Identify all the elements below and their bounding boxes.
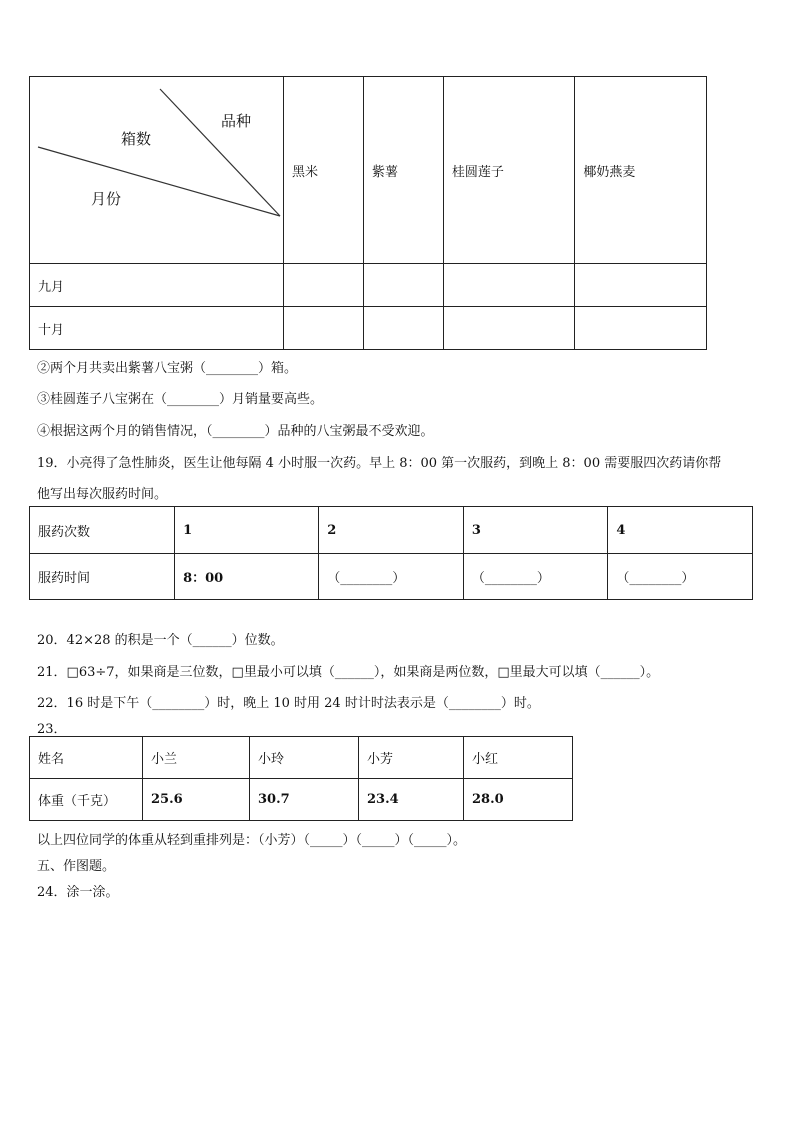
question-3: ③桂圆莲子八宝粥在（________）月销量要高些。 [37, 392, 324, 407]
table-cell: 服药次数 [30, 507, 175, 554]
month-label: 月份 [91, 190, 122, 208]
table-cell: 30.7 [250, 779, 359, 821]
answer-blank: （________） [608, 554, 753, 600]
table-cell: 小兰 [143, 737, 250, 779]
table-cell: 23.4 [359, 779, 464, 821]
answer-blank: （________） [319, 554, 464, 600]
table-cell [284, 307, 364, 350]
table-cell: 姓名 [30, 737, 143, 779]
boxes-label: 箱数 [121, 130, 152, 148]
question-19-line-1: 19．小亮得了急性肺炎，医生让他每隔 4 小时服一次药。早上 8：00 第一次服药，到晚上 8：00 需要服四次药请你帮 [37, 456, 722, 471]
table-cell: 1 [175, 507, 319, 554]
table-cell: 小红 [464, 737, 573, 779]
table-cell [363, 307, 443, 350]
table-cell: 2 [319, 507, 464, 554]
table-cell: 体重（千克） [30, 779, 143, 821]
medicine-schedule-table [29, 506, 753, 600]
question-24: 24．涂一涂。 [37, 885, 119, 900]
table-cell [575, 307, 707, 350]
answer-blank: （________） [463, 554, 608, 600]
diagonal-lines [0, 0, 794, 300]
table-cell: 4 [608, 507, 753, 554]
variety-label: 品种 [221, 112, 252, 130]
table-cell: 8：00 [175, 554, 319, 600]
table-cell: 28.0 [464, 779, 573, 821]
question-23-answer: 以上四位同学的体重从轻到重排列是：（小芳）（_____）（_____）（_____）。 [37, 833, 467, 848]
section-5-heading: 五、作图题。 [37, 859, 116, 874]
question-19-line-2: 他写出每次服药时间。 [37, 487, 168, 502]
question-4: ④根据这两个月的销售情况，（________）品种的八宝粥最不受欢迎。 [37, 424, 434, 439]
column-header-purple-potato: 紫薯 [363, 77, 443, 264]
question-21: 21．□63÷7，如果商是三位数，□里最小可以填（______），如果商是两位数，□里最大可以填（______）。 [37, 665, 660, 680]
question-2: ②两个月共卖出紫薯八宝粥（________）箱。 [37, 361, 298, 376]
row-header-october: 十月 [30, 307, 284, 350]
row-header-september: 九月 [30, 264, 284, 307]
column-header-longan-lotus: 桂圆莲子 [443, 77, 575, 264]
question-22: 22．16 时是下午（________）时，晚上 10 时用 24 时计时法表示是（________）时。 [37, 696, 540, 711]
table-cell: 小芳 [359, 737, 464, 779]
table-cell: 25.6 [143, 779, 250, 821]
table-cell: 3 [463, 507, 608, 554]
question-23: 23． [37, 722, 67, 737]
table-cell [443, 307, 575, 350]
question-20: 20．42×28 的积是一个（______）位数。 [37, 633, 284, 648]
column-header-black-rice: 黑米 [284, 77, 364, 264]
table-cell: 服药时间 [30, 554, 175, 600]
weight-table [29, 736, 573, 821]
column-header-coconut-oat: 椰奶燕麦 [575, 77, 707, 264]
table-cell: 小玲 [250, 737, 359, 779]
